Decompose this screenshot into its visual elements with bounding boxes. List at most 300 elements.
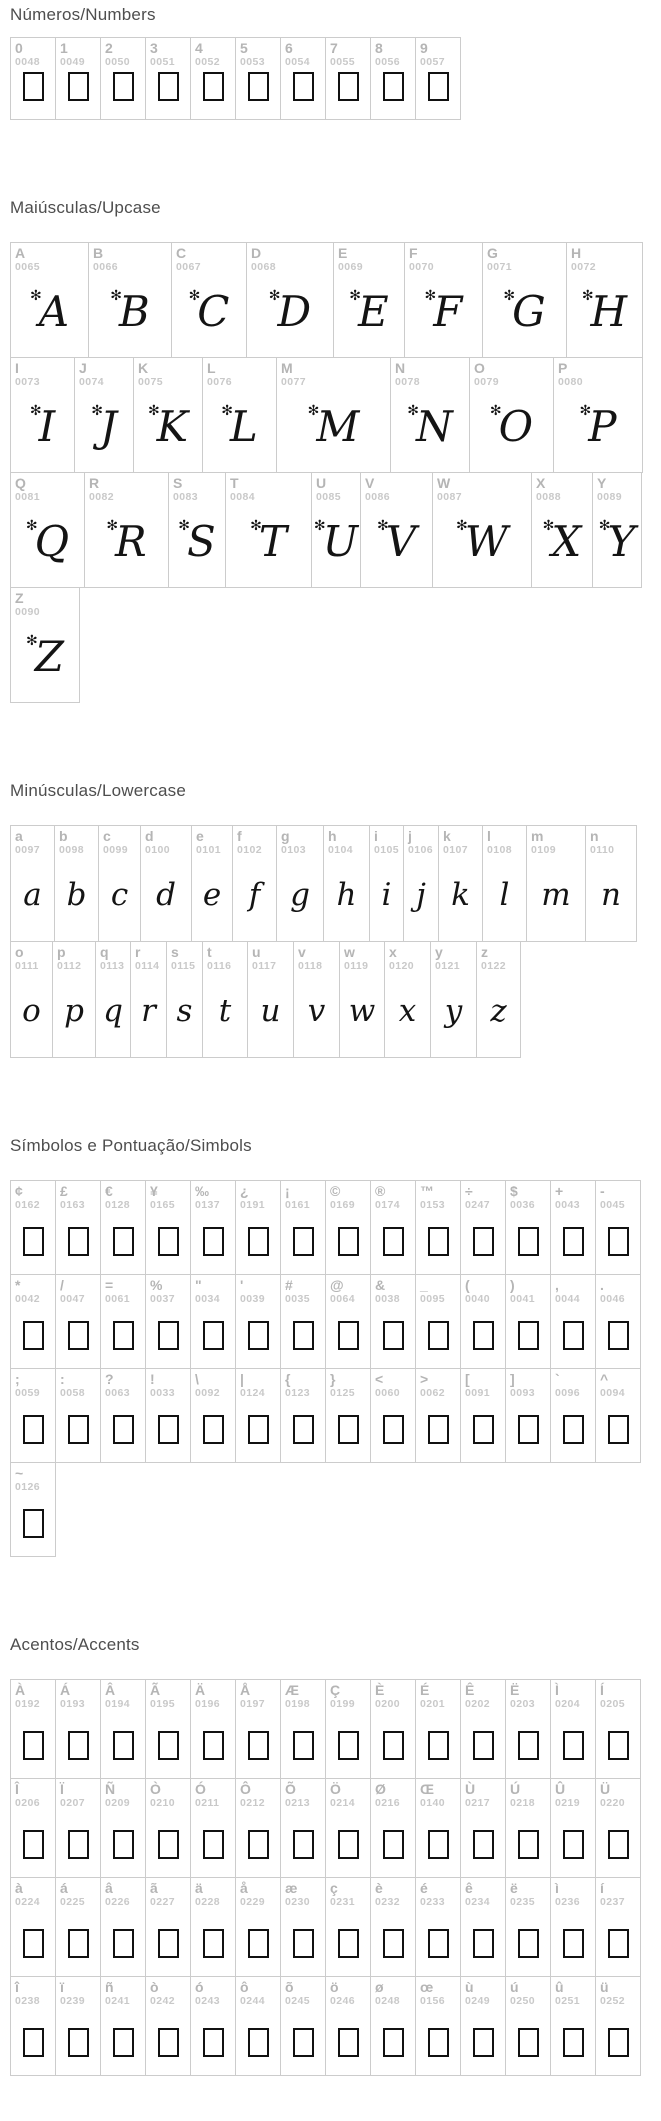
sparkle-star-icon: ✻ [178,518,190,534]
tofu-icon [113,1929,134,1958]
glyph-cell-0040 [460,1274,506,1369]
glyph-cell-0108 [482,825,527,942]
glyph-code-label: 0054 [285,56,310,68]
glyph-char-label: Î [15,1781,19,1797]
tofu-icon [518,1731,539,1760]
glyph-code-label: 0234 [465,1896,490,1908]
glyph-preview [11,993,52,1029]
glyph-char-label: Œ [420,1781,434,1797]
glyph-char-label: Á [60,1682,71,1698]
script-letter: u [260,993,281,1029]
missing-glyph-box [461,1415,505,1449]
missing-glyph-box [56,1227,100,1261]
script-letter: w [348,993,376,1029]
missing-glyph-box [191,1731,235,1765]
glyph-cell-0096 [550,1368,596,1463]
glyph-code-label: 0198 [285,1698,310,1710]
glyph-code-label: 0243 [195,1995,220,2007]
glyph-char-label: A [15,245,26,261]
glyph-cell-0199 [325,1679,371,1779]
glyph-cell-0224 [10,1877,56,1977]
glyph-cell-0047 [55,1274,101,1369]
glyph-cell-0202 [460,1679,506,1779]
glyph-preview [554,402,642,451]
tofu-icon [23,1321,44,1350]
missing-glyph-box [371,1415,415,1449]
glyph-char-label: õ [285,1979,294,1995]
glyph-char-label: ` [555,1371,560,1387]
glyph-cell-0250 [505,1976,551,2076]
missing-glyph-box [281,1321,325,1355]
glyph-code-label: 0165 [150,1199,175,1211]
script-letter: z [490,993,507,1029]
missing-glyph-box [11,72,55,106]
glyph-char-label: \ [195,1371,199,1387]
glyph-char-label: e [196,828,204,844]
tofu-icon [293,72,314,101]
glyph-char-label: ] [510,1371,515,1387]
glyph-cell-0063 [100,1368,146,1463]
glyph-char-label: X [536,475,546,491]
tofu-icon [113,1227,134,1256]
glyph-code-label: 0251 [555,1995,580,2007]
glyph-preview [226,517,311,566]
glyph-code-label: 0207 [60,1797,85,1809]
glyph-code-label: 0194 [105,1698,130,1710]
glyph-char-label: É [420,1682,430,1698]
missing-glyph-box [281,2028,325,2062]
glyph-preview [361,517,432,566]
glyph-char-label: Æ [285,1682,299,1698]
glyph-char-label: € [105,1183,113,1199]
glyph-code-label: 0206 [15,1797,40,1809]
tofu-icon [68,1929,89,1958]
glyph-char-label: ! [150,1371,155,1387]
glyph-code-label: 0249 [465,1995,490,2007]
tofu-icon [113,1415,134,1444]
missing-glyph-box [371,1731,415,1765]
glyph-code-label: 0201 [420,1698,445,1710]
glyph-preview [203,402,276,451]
glyph-code-label: 0037 [150,1293,175,1305]
sparkle-star-icon: ✻ [110,288,122,304]
glyph-char-label: ä [195,1880,203,1896]
missing-glyph-box [146,1731,190,1765]
glyph-code-label: 0233 [420,1896,445,1908]
glyph-cell-0054 [280,37,326,120]
glyph-code-label: 0203 [510,1698,535,1710]
glyph-code-label: 0107 [443,844,468,856]
glyph-code-label: 0088 [536,491,561,503]
glyph-code-label: 0204 [555,1698,580,1710]
glyph-char-label: ê [465,1880,473,1896]
script-letter: M [316,402,360,451]
glyph-cell-0095 [415,1274,461,1369]
glyph-preview [483,877,526,913]
missing-glyph-box [461,1227,505,1261]
tofu-icon [113,1830,134,1859]
tofu-icon [383,1227,404,1256]
glyph-cell-0140 [415,1778,461,1878]
glyph-code-label: 0244 [240,1995,265,2007]
glyph-cell-0226 [100,1877,146,1977]
glyph-char-label: { [285,1371,291,1387]
glyph-char-label: z [481,944,488,960]
glyph-preview [11,402,74,451]
glyph-char-label: W [437,475,451,491]
glyph-char-label: ™ [420,1183,434,1199]
glyph-char-label: ó [195,1979,204,1995]
glyph-char-label: : [60,1371,65,1387]
missing-glyph-box [236,1321,280,1355]
missing-glyph-box [596,1227,640,1261]
glyph-preview [439,877,482,913]
script-letter: I [38,402,56,451]
glyph-cell-0124 [235,1368,281,1463]
glyph-code-label: 0191 [240,1199,265,1211]
glyph-preview [248,993,293,1029]
glyph-cell-0101 [191,825,233,942]
glyph-char-label: ñ [105,1979,114,1995]
glyph-char-label: s [171,944,179,960]
glyph-char-label: + [555,1183,564,1199]
glyph-preview [370,877,403,913]
missing-glyph-box [101,1321,145,1355]
glyph-cell-0213 [280,1778,326,1878]
missing-glyph-box [281,1415,325,1449]
missing-glyph-box [326,1929,370,1963]
tofu-icon [563,1731,584,1760]
glyph-cell-0191 [235,1180,281,1275]
tofu-icon [338,1731,359,1760]
script-letter: O [498,402,534,451]
tofu-icon [428,1929,449,1958]
glyph-code-label: 0044 [555,1293,580,1305]
glyph-cell-0091 [460,1368,506,1463]
glyph-char-label: c [103,828,111,844]
tofu-icon [293,1321,314,1350]
glyph-char-label: # [285,1277,293,1293]
tofu-icon [383,1929,404,1958]
glyph-code-label: 0034 [195,1293,220,1305]
glyph-char-label: á [60,1880,68,1896]
glyph-char-label: 9 [420,40,428,56]
tofu-icon [158,72,179,101]
glyph-preview [96,993,130,1029]
sparkle-star-icon: ✻ [26,633,38,649]
tofu-icon [248,72,269,101]
missing-glyph-box [371,72,415,106]
missing-glyph-box [416,1731,460,1765]
glyph-char-label: 2 [105,40,113,56]
glyph-cell-0125 [325,1368,371,1463]
glyph-preview [404,877,438,913]
glyph-cell-0115 [166,941,203,1058]
glyph-char-label: Ê [465,1682,475,1698]
glyph-preview [532,517,592,566]
glyph-code-label: 0082 [89,491,114,503]
glyph-cell-0243 [190,1976,236,2076]
glyph-code-label: 0072 [571,261,596,273]
sparkle-star-icon: ✻ [268,288,281,304]
script-letter: a [23,877,42,913]
tofu-icon [473,1731,494,1760]
tofu-icon [113,1321,134,1350]
glyph-code-label: 0209 [105,1797,130,1809]
missing-glyph-box [551,1929,595,1963]
glyph-cell-0043 [550,1180,596,1275]
glyph-code-label: 0224 [15,1896,40,1908]
glyph-cell-0086 [360,472,433,588]
glyph-code-label: 0056 [375,56,400,68]
glyph-char-label: æ [285,1880,298,1896]
glyph-code-label: 0137 [195,1199,220,1211]
glyph-code-label: 0050 [105,56,130,68]
glyph-char-label: / [60,1277,64,1293]
glyph-char-label: £ [60,1183,68,1199]
glyph-grid-accents [10,1679,661,2076]
glyph-preview [233,877,276,913]
tofu-icon [383,2028,404,2057]
glyph-cell-0053 [235,37,281,120]
script-letter: W [464,517,508,566]
glyph-row [10,1976,661,2076]
missing-glyph-box [596,1830,640,1864]
glyph-preview [99,877,140,913]
tofu-icon [248,1227,269,1256]
glyph-char-label: ) [510,1277,515,1293]
glyph-cell-0241 [100,1976,146,2076]
sparkle-star-icon: ✻ [349,288,362,304]
glyph-char-label: Ç [330,1682,341,1698]
missing-glyph-box [101,1731,145,1765]
glyph-code-label: 0162 [15,1199,40,1211]
glyph-char-label: r [135,944,141,960]
sparkle-star-icon: ✻ [503,288,516,304]
script-letter: Y [607,517,636,566]
glyph-row [10,1462,661,1557]
script-letter: S [186,517,216,566]
script-letter: Z [34,632,64,681]
glyph-char-label: V [365,475,375,491]
glyph-code-label: 0202 [465,1698,490,1710]
glyph-char-label: í [600,1880,604,1896]
glyph-cell-0090 [10,587,80,703]
tofu-icon [293,1830,314,1859]
glyph-code-label: 0193 [60,1698,85,1710]
missing-glyph-box [596,1415,640,1449]
glyph-cell-0153 [415,1180,461,1275]
sparkle-star-icon: ✻ [221,403,233,419]
missing-glyph-box [146,1415,190,1449]
tofu-icon [383,1415,404,1444]
glyph-cell-0217 [460,1778,506,1878]
missing-glyph-box [281,1830,325,1864]
tofu-icon [203,2028,224,2057]
glyph-code-label: 0063 [105,1387,130,1399]
glyph-cell-0156 [415,1976,461,2076]
glyph-char-label: w [344,944,355,960]
missing-glyph-box [11,1321,55,1355]
glyph-char-label: ù [465,1979,474,1995]
glyph-code-label: 0229 [240,1896,265,1908]
glyph-char-label: Ì [555,1682,559,1698]
glyph-cell-0105 [369,825,404,942]
glyph-code-label: 0200 [375,1698,400,1710]
glyph-char-label: E [338,245,348,261]
glyph-row [10,1778,661,1878]
glyph-cell-0228 [190,1877,236,1977]
missing-glyph-box [56,1731,100,1765]
script-letter: X [551,517,582,566]
glyph-cell-0239 [55,1976,101,2076]
glyph-cell-0093 [505,1368,551,1463]
glyph-code-label: 0205 [600,1698,625,1710]
glyph-cell-0174 [370,1180,416,1275]
tofu-icon [338,2028,359,2057]
missing-glyph-box [416,1227,460,1261]
glyph-cell-0249 [460,1976,506,2076]
tofu-icon [338,72,359,101]
script-letter: o [22,993,41,1029]
glyph-char-label: ã [150,1880,158,1896]
glyph-char-label: . [600,1277,604,1293]
glyph-cell-0111 [10,941,53,1058]
glyph-code-label: 0040 [465,1293,490,1305]
tofu-icon [338,1321,359,1350]
glyph-code-label: 0174 [375,1199,400,1211]
script-letter: e [202,877,222,913]
glyph-code-label: 0074 [79,376,104,388]
glyph-cell-0052 [190,37,236,120]
glyph-char-label: ë [510,1880,518,1896]
glyph-cell-0205 [595,1679,641,1779]
glyph-code-label: 0053 [240,56,265,68]
glyph-code-label: 0119 [344,960,369,972]
tofu-icon [383,1731,404,1760]
glyph-char-label: @ [330,1277,344,1293]
tofu-icon [68,72,89,101]
tofu-icon [293,1227,314,1256]
glyph-char-label: x [389,944,397,960]
glyph-cell-0064 [325,1274,371,1369]
glyph-cell-0077 [276,357,391,473]
script-letter: g [290,877,310,913]
glyph-code-label: 0121 [435,960,460,972]
missing-glyph-box [101,1415,145,1449]
sparkle-star-icon: ✻ [489,403,502,419]
missing-glyph-box [146,1321,190,1355]
glyph-preview [11,287,88,336]
glyph-code-label: 0210 [150,1797,175,1809]
glyph-char-label: o [15,944,24,960]
tofu-icon [338,1415,359,1444]
glyph-char-label: å [240,1880,248,1896]
tofu-icon [248,1731,269,1760]
glyph-code-label: 0093 [510,1387,535,1399]
missing-glyph-box [11,1830,55,1864]
missing-glyph-box [416,72,460,106]
glyph-cell-0094 [595,1368,641,1463]
glyph-code-label: 0083 [173,491,198,503]
script-letter: i [381,877,392,913]
missing-glyph-box [101,2028,145,2062]
glyph-code-label: 0057 [420,56,445,68]
glyph-code-label: 0087 [437,491,462,503]
glyph-code-label: 0106 [408,844,433,856]
script-letter: R [115,517,147,566]
missing-glyph-box [11,1509,55,1543]
glyph-code-label: 0161 [285,1199,310,1211]
glyph-char-label: œ [420,1979,434,1995]
missing-glyph-box [416,1415,460,1449]
missing-glyph-box [551,1731,595,1765]
tofu-icon [563,1227,584,1256]
tofu-icon [158,1227,179,1256]
glyph-preview [203,993,247,1029]
section-symbols [10,1136,661,1557]
glyph-char-label: B [93,245,104,261]
sparkle-star-icon: ✻ [29,288,42,304]
glyph-char-label: ú [510,1979,519,1995]
glyph-cell-0088 [531,472,593,588]
glyph-char-label: ' [240,1277,244,1293]
glyph-char-label: M [281,360,293,376]
missing-glyph-box [101,72,145,106]
tofu-icon [203,1929,224,1958]
glyph-code-label: 0045 [600,1199,625,1211]
glyph-cell-0070 [404,242,483,358]
glyph-char-label: ¡ [285,1183,290,1199]
glyph-cell-0122 [476,941,521,1058]
script-letter: G [512,287,546,336]
script-letter: N [415,402,453,451]
missing-glyph-box [461,1321,505,1355]
sparkle-star-icon: ✻ [581,288,594,304]
glyph-cell-0235 [505,1877,551,1977]
glyph-preview [131,993,166,1029]
glyph-cell-0234 [460,1877,506,1977]
glyph-code-label: 0095 [420,1293,445,1305]
glyph-cell-0078 [390,357,470,473]
glyph-cell-0035 [280,1274,326,1369]
glyph-cell-0246 [325,1976,371,2076]
glyph-cell-0073 [10,357,75,473]
glyph-char-label: è [375,1880,383,1896]
glyph-cell-0069 [333,242,405,358]
glyph-code-label: 0241 [105,1995,130,2007]
glyph-char-label: k [443,828,451,844]
glyph-code-label: 0090 [15,606,40,618]
tofu-icon [248,1929,269,1958]
glyph-code-label: 0125 [330,1387,355,1399]
glyph-cell-0214 [325,1778,371,1878]
script-letter: K [156,402,189,451]
glyph-code-label: 0169 [330,1199,355,1211]
glyph-cell-0076 [202,357,277,473]
tofu-icon [248,1415,269,1444]
glyph-cell-0103 [276,825,324,942]
glyph-char-label: a [15,828,23,844]
glyph-code-label: 0076 [207,376,232,388]
script-letter: E [358,287,389,336]
sparkle-star-icon: ✻ [424,288,437,304]
glyph-cell-0216 [370,1778,416,1878]
tofu-icon [608,1929,629,1958]
glyph-cell-0114 [130,941,167,1058]
glyph-cell-0084 [225,472,312,588]
glyph-char-label: _ [420,1277,428,1293]
